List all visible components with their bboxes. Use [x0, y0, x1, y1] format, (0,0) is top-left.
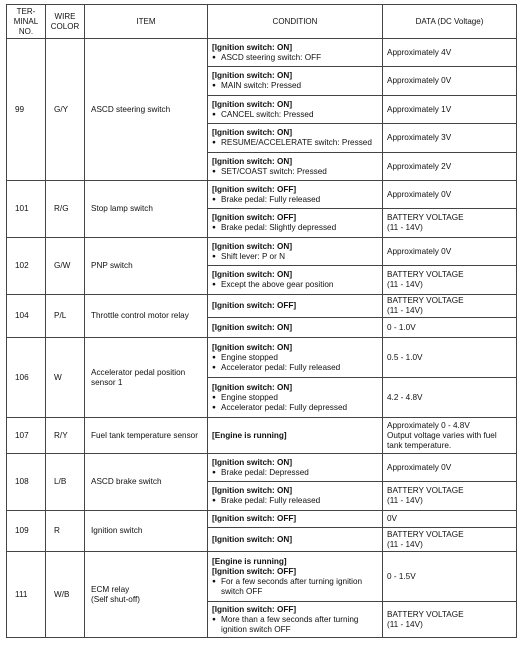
- header-row: [7, 5, 517, 39]
- terminal-number-cell: 101: [7, 181, 46, 238]
- condition-cell: [208, 378, 383, 418]
- condition-cell: [208, 67, 383, 96]
- condition-bullet: ● Accelerator pedal: Fully released: [212, 363, 378, 373]
- condition-heading: [Ignition switch: ON]: [212, 322, 293, 332]
- item-line: Accelerator pedal position: [91, 367, 186, 377]
- condition-cell: [208, 418, 383, 454]
- voltage-data-line: (11 - 14V): [387, 496, 423, 505]
- wire-color-cell: L/B: [46, 454, 85, 511]
- table-header: [7, 5, 517, 39]
- item-cell: [85, 181, 208, 238]
- condition-bullet: ● ASCD steering switch: OFF: [212, 53, 378, 63]
- voltage-data-cell: [383, 552, 517, 602]
- item-cell: [85, 39, 208, 181]
- condition-cell: [208, 96, 383, 124]
- voltage-data-line: BATTERY VOLTAGE: [387, 270, 464, 279]
- condition-cell: [208, 295, 383, 318]
- voltage-data-cell: [383, 266, 517, 295]
- table-row: [7, 552, 517, 602]
- table-row: [7, 418, 517, 454]
- condition-bullet: ● MAIN switch: Pressed: [212, 81, 378, 91]
- condition-bullet: ● Engine stopped: [212, 393, 378, 403]
- voltage-data-line: Approximately 0V: [387, 76, 452, 85]
- condition-heading: [Ignition switch: OFF]: [212, 184, 297, 194]
- condition-cell: [208, 318, 383, 338]
- condition-cell: [208, 454, 383, 482]
- voltage-data-line: BATTERY VOLTAGE: [387, 486, 464, 495]
- condition-bullet: ● Brake pedal: Slightly depressed: [212, 223, 378, 233]
- condition-bullet: ● Brake pedal: Fully released: [212, 195, 378, 205]
- condition-heading: [Ignition switch: ON]: [212, 241, 293, 251]
- terminal-number-cell: 108: [7, 454, 46, 511]
- voltage-data-line: BATTERY VOLTAGE: [387, 213, 464, 222]
- header-condition: CONDITION: [208, 5, 383, 39]
- condition-bullet: ● RESUME/ACCELERATE switch: Pressed: [212, 138, 378, 148]
- condition-heading: [Engine is running]: [212, 556, 287, 566]
- item-line: ECM relay: [91, 584, 130, 594]
- item-cell: [85, 238, 208, 295]
- condition-bullet: ● Brake pedal: Depressed: [212, 468, 378, 478]
- condition-heading: [Ignition switch: ON]: [212, 382, 293, 392]
- header-terminal-no: [7, 5, 46, 39]
- condition-bullet: ● CANCEL switch: Pressed: [212, 110, 378, 120]
- table-row: [7, 338, 517, 378]
- condition-bullet: ● For a few seconds after turning ignition switch OFF: [212, 577, 378, 597]
- item-line: Ignition switch: [91, 526, 143, 535]
- voltage-data-line: (11 - 14V): [387, 223, 423, 232]
- voltage-data-cell: [383, 338, 517, 378]
- voltage-data-line: 0 - 1.5V: [387, 571, 416, 581]
- voltage-data-cell: [383, 238, 517, 266]
- wire-color-cell: G/W: [46, 238, 85, 295]
- condition-cell: [208, 602, 383, 638]
- voltage-data-line: 0 - 1.0V: [387, 322, 416, 332]
- item-cell: [85, 454, 208, 511]
- condition-cell: [208, 39, 383, 67]
- voltage-data-cell: [383, 153, 517, 181]
- header-terminal-line: NO.: [18, 26, 34, 36]
- voltage-data-cell: [383, 378, 517, 418]
- terminal-number-cell: 107: [7, 418, 46, 454]
- header-wire-line: COLOR: [50, 21, 80, 31]
- voltage-data-line: 0.5 - 1.0V: [387, 352, 423, 362]
- voltage-data-line: Approximately 4V: [387, 47, 452, 57]
- voltage-data-cell: [383, 482, 517, 511]
- wire-color-cell: G/Y: [46, 39, 85, 181]
- item-line: ASCD brake switch: [91, 477, 162, 486]
- table-row: [7, 511, 517, 528]
- voltage-data-line: (11 - 14V): [387, 619, 423, 629]
- voltage-data-cell: [383, 209, 517, 238]
- condition-bullet: ● SET/COAST switch: Pressed: [212, 167, 378, 177]
- terminal-number-cell: 99: [7, 39, 46, 181]
- voltage-data-line: (11 - 14V): [387, 306, 423, 315]
- voltage-data-cell: [383, 511, 517, 528]
- voltage-data-cell: [383, 96, 517, 124]
- condition-heading: [Ignition switch: OFF]: [212, 514, 297, 523]
- voltage-data-line: Output voltage varies with fuel: [387, 430, 497, 440]
- condition-heading: [Ignition switch: OFF]: [212, 301, 297, 310]
- ecm-terminal-table: [6, 4, 517, 638]
- voltage-data-cell: [383, 418, 517, 454]
- wire-color-cell: W: [46, 338, 85, 418]
- table-row: [7, 238, 517, 266]
- condition-heading: [Engine is running]: [212, 430, 287, 440]
- condition-bullet: ● More than a few seconds after turning ignition switch OFF: [212, 615, 378, 635]
- condition-heading: [Ignition switch: OFF]: [212, 213, 297, 222]
- item-line: sensor 1: [91, 377, 123, 387]
- header-terminal-line: MINAL: [13, 16, 39, 26]
- voltage-data-cell: [383, 318, 517, 338]
- voltage-data-line: Approximately 0V: [387, 246, 452, 256]
- condition-heading: [Ignition switch: ON]: [212, 486, 293, 495]
- item-cell: [85, 295, 208, 338]
- condition-bullet: ● Engine stopped: [212, 353, 378, 363]
- voltage-data-line: Approximately 0V: [387, 189, 452, 199]
- wire-color-cell: R: [46, 511, 85, 552]
- voltage-data-cell: [383, 454, 517, 482]
- voltage-data-line: Approximately 0 - 4.8V: [387, 420, 470, 430]
- condition-cell: [208, 153, 383, 181]
- voltage-data-line: 0V: [387, 514, 398, 523]
- condition-cell: [208, 124, 383, 153]
- voltage-data-cell: [383, 295, 517, 318]
- condition-heading: [Ignition switch: OFF]: [212, 604, 297, 614]
- condition-heading: [Ignition switch: ON]: [212, 156, 293, 166]
- item-cell: [85, 511, 208, 552]
- condition-cell: [208, 266, 383, 295]
- voltage-data-line: Approximately 0V: [387, 462, 452, 472]
- voltage-data-cell: [383, 181, 517, 209]
- terminal-number-cell: 109: [7, 511, 46, 552]
- header-data: DATA (DC Voltage): [383, 5, 517, 39]
- voltage-data-cell: [383, 124, 517, 153]
- condition-cell: [208, 209, 383, 238]
- table-body: [7, 39, 517, 638]
- condition-heading: [Ignition switch: ON]: [212, 270, 293, 279]
- condition-bullet: ● Brake pedal: Fully released: [212, 496, 378, 506]
- item-line: PNP switch: [91, 261, 133, 270]
- item-line: ASCD steering switch: [91, 104, 171, 114]
- item-line: Fuel tank temperature sensor: [91, 430, 198, 440]
- table-row: [7, 181, 517, 209]
- item-line: (Self shut-off): [91, 594, 140, 604]
- header-terminal-line: TER-: [16, 6, 36, 16]
- condition-cell: [208, 528, 383, 552]
- terminal-number-cell: 102: [7, 238, 46, 295]
- voltage-data-cell: [383, 67, 517, 96]
- condition-heading: [Ignition switch: OFF]: [212, 566, 297, 576]
- voltage-data-line: (11 - 14V): [387, 539, 423, 549]
- header-item: ITEM: [85, 5, 208, 39]
- condition-cell: [208, 552, 383, 602]
- condition-bullet: ● Except the above gear position: [212, 280, 378, 290]
- voltage-data-line: Approximately 1V: [387, 104, 452, 114]
- voltage-data-line: Approximately 3V: [387, 133, 452, 142]
- voltage-data-line: (11 - 14V): [387, 280, 423, 289]
- condition-heading: [Ignition switch: ON]: [212, 99, 293, 109]
- item-cell: [85, 338, 208, 418]
- condition-cell: [208, 511, 383, 528]
- condition-heading: [Ignition switch: ON]: [212, 42, 293, 52]
- header-wire-line: WIRE: [54, 11, 76, 21]
- item-line: Stop lamp switch: [91, 204, 153, 213]
- terminal-number-cell: 104: [7, 295, 46, 338]
- table-row: [7, 39, 517, 67]
- condition-heading: [Ignition switch: ON]: [212, 342, 293, 352]
- wire-color-cell: W/B: [46, 552, 85, 638]
- condition-cell: [208, 482, 383, 511]
- voltage-data-line: tank temperature.: [387, 440, 452, 450]
- condition-bullet: ● Shift lever: P or N: [212, 252, 378, 262]
- condition-cell: [208, 338, 383, 378]
- voltage-data-line: BATTERY VOLTAGE: [387, 609, 464, 619]
- voltage-data-line: BATTERY VOLTAGE: [387, 529, 464, 539]
- terminal-number-cell: 111: [7, 552, 46, 638]
- item-cell: [85, 552, 208, 638]
- item-cell: [85, 418, 208, 454]
- condition-heading: [Ignition switch: ON]: [212, 71, 293, 80]
- terminal-number-cell: 106: [7, 338, 46, 418]
- voltage-data-cell: [383, 602, 517, 638]
- item-line: Throttle control motor relay: [91, 311, 189, 320]
- voltage-data-line: 4.2 - 4.8V: [387, 392, 423, 402]
- voltage-data-cell: [383, 39, 517, 67]
- wire-color-cell: P/L: [46, 295, 85, 338]
- table-row: [7, 295, 517, 318]
- ecm-terminal-table-container: [6, 4, 516, 638]
- voltage-data-line: BATTERY VOLTAGE: [387, 296, 464, 305]
- condition-heading: [Ignition switch: ON]: [212, 534, 293, 544]
- voltage-data-cell: [383, 528, 517, 552]
- condition-cell: [208, 238, 383, 266]
- condition-bullet: ● Accelerator pedal: Fully depressed: [212, 403, 378, 413]
- wire-color-cell: R/Y: [46, 418, 85, 454]
- voltage-data-line: Approximately 2V: [387, 161, 452, 171]
- wire-color-cell: R/G: [46, 181, 85, 238]
- condition-heading: [Ignition switch: ON]: [212, 457, 293, 467]
- condition-heading: [Ignition switch: ON]: [212, 128, 293, 137]
- condition-cell: [208, 181, 383, 209]
- header-wire-color: [46, 5, 85, 39]
- table-row: [7, 454, 517, 482]
